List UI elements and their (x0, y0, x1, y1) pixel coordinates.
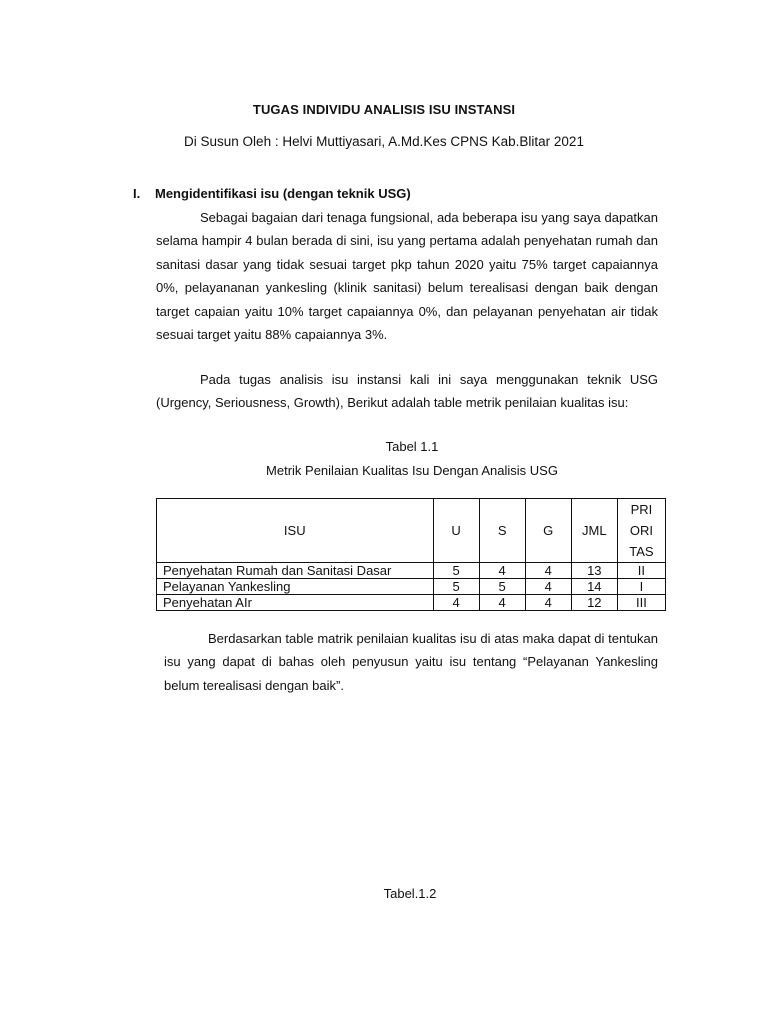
cell-u: 5 (433, 579, 479, 595)
cell-jml: 12 (571, 595, 617, 611)
table1-caption-number: Tabel 1.1 (385, 439, 439, 454)
header-prioritas (617, 499, 665, 563)
paragraph-method-text: Pada tugas analisis isu instansi kali ini saya menggunakan teknik USG (Urgency, Seriousness, Growth), Berikut adalah table metrik penilaian kualitas isu: (156, 372, 658, 411)
usg-metric-table (156, 498, 666, 611)
cell-jml: 14 (571, 579, 617, 595)
section-heading (133, 186, 411, 201)
cell-prioritas: I (617, 579, 665, 595)
table-header-row (157, 499, 666, 563)
document-title: TUGAS INDIVIDU ANALISIS ISU INSTANSI (252, 102, 516, 117)
table-row (157, 595, 666, 611)
cell-s: 5 (479, 579, 525, 595)
paragraph-conclusion (164, 627, 658, 697)
author-line: Di Susun Oleh : Helvi Muttiyasari, A.Md.Kes CPNS Kab.Blitar 2021 (184, 134, 584, 149)
cell-jml: 13 (571, 563, 617, 579)
cell-prioritas: III (617, 595, 665, 611)
section-number: I. (133, 186, 141, 201)
header-jml: JML (571, 499, 617, 563)
header-g: G (525, 499, 571, 563)
cell-isu: Pelayanan Yankesling (157, 579, 434, 595)
cell-g: 4 (525, 579, 571, 595)
header-prioritas-line1: PRI (630, 502, 653, 517)
cell-s: 4 (479, 595, 525, 611)
paragraph-intro (156, 206, 658, 346)
cell-g: 4 (525, 595, 571, 611)
cell-u: 5 (433, 563, 479, 579)
table1-caption-title: Metrik Penilaian Kualitas Isu Dengan Analisis USG (266, 463, 558, 478)
cell-prioritas: II (617, 563, 665, 579)
header-u: U (433, 499, 479, 563)
cell-isu: Penyehatan Rumah dan Sanitasi Dasar (157, 563, 434, 579)
table-row (157, 579, 666, 595)
paragraph-method (156, 368, 658, 415)
header-s: S (479, 499, 525, 563)
table2-caption-number: Tabel.1.2 (383, 886, 437, 901)
section-title: Mengidentifikasi isu (dengan teknik USG) (155, 186, 411, 201)
table-row (157, 563, 666, 579)
header-prioritas-line2: ORI (629, 523, 653, 538)
cell-isu: Penyehatan AIr (157, 595, 434, 611)
cell-s: 4 (479, 563, 525, 579)
paragraph-intro-text: Sebagai bagaian dari tenaga fungsional, ada beberapa isu yang saya dapatkan selama hampir 4 bulan berada di sini, isu yang pertama adalah penyehatan rumah dan sanitasi dasar yang tidak sesuai target pkp tahun 2020 yaitu 75% target capaiannya 0%, pelayananan yankesling (klinik sanitasi) belum terealisasi dengan baik dengan target capaian yaitu 10% target capaiannya 0%, dan pelayanan penyehatan air tidak sesuai target yaitu 88% capaiannya 3%. (156, 210, 658, 343)
cell-u: 4 (433, 595, 479, 611)
cell-g: 4 (525, 563, 571, 579)
header-prioritas-line3: TAS (629, 544, 654, 559)
header-isu: ISU (157, 499, 434, 563)
paragraph-conclusion-text: Berdasarkan table matrik penilaian kualitas isu di atas maka dapat di tentukan isu yang dapat di bahas oleh penyusun yaitu isu tentang “Pelayanan Yankesling belum terealisasi dengan baik”. (164, 631, 658, 693)
